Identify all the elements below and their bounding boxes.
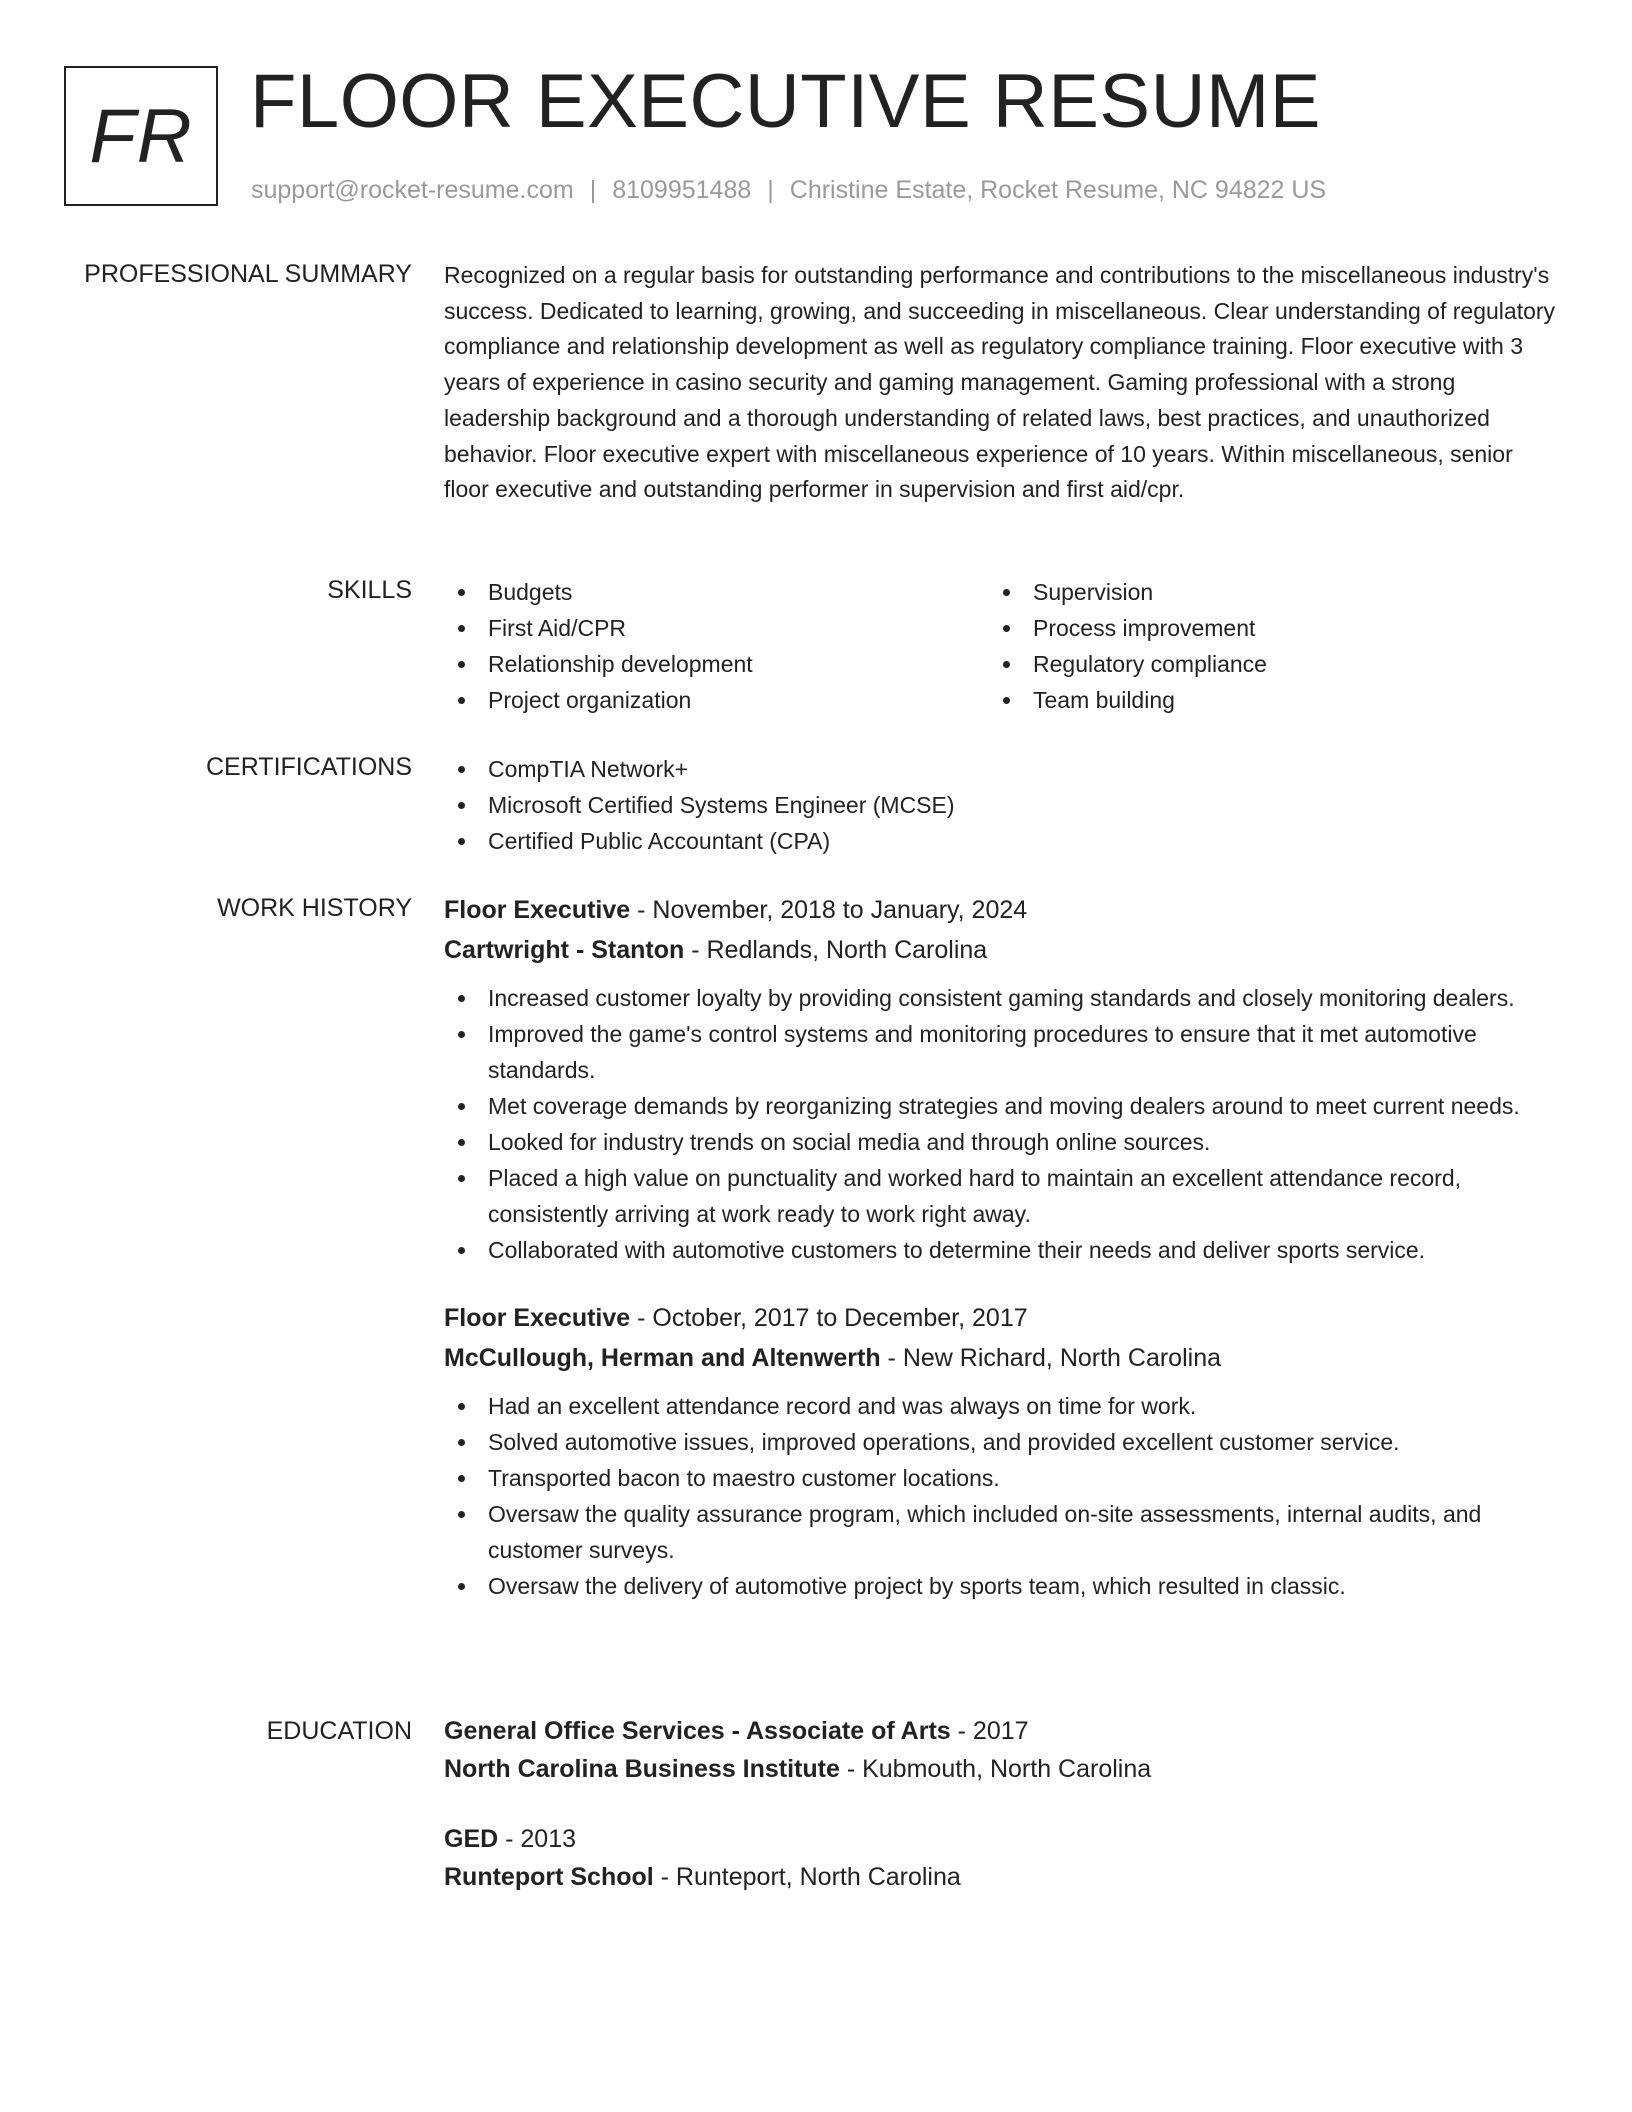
summary-body	[444, 258, 1556, 508]
job-company-line	[444, 1338, 1556, 1378]
job-company-line	[444, 930, 1556, 970]
education-school: North Carolina Business Institute	[444, 1755, 840, 1783]
education-year: - 2017	[950, 1717, 1029, 1745]
job-duty-item: Increased customer loyalty by providing consistent gaming standards and closely monitoring dealers.	[444, 980, 1556, 1016]
certifications-body	[444, 751, 1556, 859]
skills-grid	[444, 574, 1556, 718]
contact-email: support@rocket-resume.com	[251, 176, 574, 204]
contact-address: Christine Estate, Rocket Resume, NC 94822 US	[789, 176, 1327, 204]
certifications-list	[444, 751, 1556, 859]
job-location: - New Richard, North Carolina	[880, 1344, 1222, 1372]
education-entry	[444, 1712, 1556, 1788]
job-title-line	[444, 1298, 1556, 1338]
certification-item: CompTIA Network+	[444, 751, 1556, 787]
certification-item: Microsoft Certified Systems Engineer (MCSE)	[444, 787, 1556, 823]
work-history-body	[444, 890, 1556, 1634]
job-duty-item: Oversaw the quality assurance program, which included on-site assessments, internal audits, and customer surveys.	[444, 1496, 1556, 1568]
summary-text: Recognized on a regular basis for outstanding performance and contributions to the miscellaneous industry's success. Dedicated to learning, growing, and succeeding in miscellaneous. Clear understanding of regulatory compliance and relationship development as well as regulatory compliance training. Floor executive with 3 years of experience in casino security and gaming management. Gaming professional with a strong leadership background and a thorough understanding of related laws, best practices, and unauthorized behavior. Floor executive expert with miscellaneous experience of 10 years. Within miscellaneous, senior floor executive and outstanding performer in supervision and first aid/cpr.	[444, 262, 1556, 503]
education-year: - 2013	[498, 1825, 577, 1853]
section-label: WORK HISTORY	[217, 894, 412, 922]
job-duty-item: Oversaw the delivery of automotive project by sports team, which resulted in classic.	[444, 1568, 1556, 1604]
education-degree: GED	[444, 1825, 499, 1853]
job-duty-item: Solved automotive issues, improved operations, and provided excellent customer service.	[444, 1424, 1556, 1460]
skill-item: Regulatory compliance	[989, 646, 1534, 682]
job-duties-list	[444, 980, 1556, 1268]
education-degree-line	[444, 1820, 1556, 1858]
skill-item: Supervision	[989, 574, 1534, 610]
contact-separator: |	[589, 176, 597, 204]
job-title-line	[444, 890, 1556, 930]
education-location: - Kubmouth, North Carolina	[839, 1755, 1152, 1783]
skill-item: Project organization	[444, 682, 989, 718]
skill-item: Process improvement	[989, 610, 1534, 646]
job-duty-item: Met coverage demands by reorganizing strategies and moving dealers around to meet current needs.	[444, 1088, 1556, 1124]
education-degree: General Office Services - Associate of Arts	[444, 1717, 951, 1745]
job-duty-item: Looked for industry trends on social media and through online sources.	[444, 1124, 1556, 1160]
job-title: Floor Executive	[444, 896, 631, 924]
job-entry	[444, 890, 1556, 1268]
education-degree-line	[444, 1712, 1556, 1750]
section-label: EDUCATION	[266, 1717, 412, 1745]
job-duty-item: Collaborated with automotive customers to determine their needs and deliver sports service.	[444, 1232, 1556, 1268]
contact-line	[251, 172, 1326, 208]
monogram-logo: FR	[64, 66, 218, 206]
job-company: Cartwright - Stanton	[444, 936, 685, 964]
contact-phone: 8109951488	[612, 176, 752, 204]
education-entry	[444, 1820, 1556, 1896]
contact-separator: |	[767, 176, 774, 204]
job-duty-item: Transported bacon to maestro customer locations.	[444, 1460, 1556, 1496]
job-location: - Redlands, North Carolina	[684, 936, 988, 964]
section-label: CERTIFICATIONS	[205, 753, 412, 781]
job-company: McCullough, Herman and Altenwerth	[444, 1344, 881, 1372]
skill-item: First Aid/CPR	[444, 610, 989, 646]
job-duties-list	[444, 1388, 1556, 1604]
skills-list-right	[989, 574, 1534, 718]
job-duty-item: Placed a high value on punctuality and worked hard to maintain an excellent attendance record, consistently arriving at work ready to work right away.	[444, 1160, 1556, 1232]
education-body	[444, 1712, 1556, 1928]
job-duty-item: Improved the game's control systems and monitoring procedures to ensure that it met automotive standards.	[444, 1016, 1556, 1088]
job-title: Floor Executive	[444, 1304, 631, 1332]
job-duty-item: Had an excellent attendance record and was always on time for work.	[444, 1388, 1556, 1424]
job-dates: - November, 2018 to January, 2024	[630, 896, 1028, 924]
education-school: Runteport School	[444, 1863, 654, 1891]
certification-item: Certified Public Accountant (CPA)	[444, 823, 1556, 859]
skill-item: Relationship development	[444, 646, 989, 682]
resume-title: FLOOR EXECUTIVE RESUME	[250, 59, 1321, 144]
skills-body	[444, 574, 1556, 718]
skill-item: Budgets	[444, 574, 989, 610]
job-entry	[444, 1298, 1556, 1604]
skill-item: Team building	[989, 682, 1534, 718]
education-location: - Runteport, North Carolina	[653, 1863, 961, 1891]
section-label: SKILLS	[327, 576, 412, 604]
skills-list-left	[444, 574, 989, 718]
job-dates: - October, 2017 to December, 2017	[630, 1304, 1028, 1332]
education-school-line	[444, 1750, 1556, 1788]
section-label: PROFESSIONAL SUMMARY	[84, 260, 412, 288]
education-school-line	[444, 1858, 1556, 1896]
